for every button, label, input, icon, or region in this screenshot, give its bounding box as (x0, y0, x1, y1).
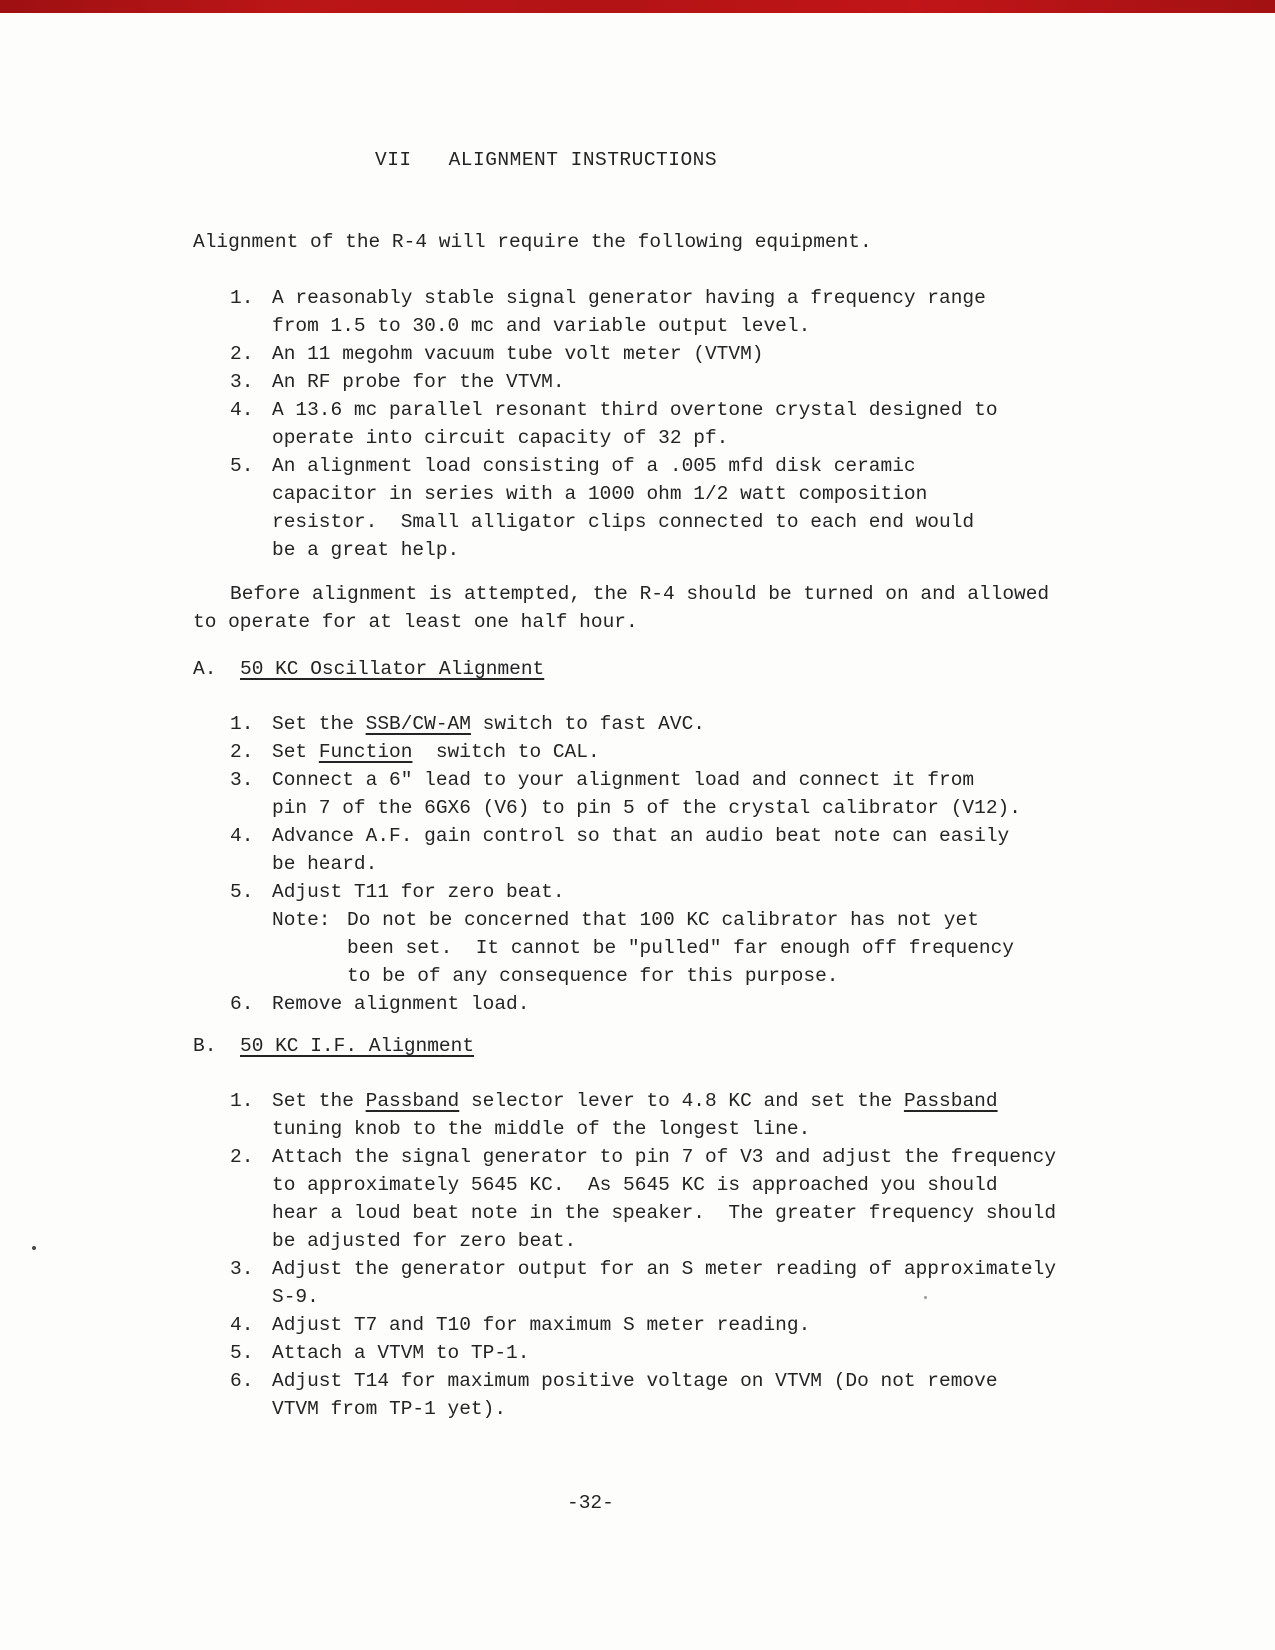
text-line: capacitor in series with a 1000 ohm 1/2 watt composition (272, 483, 928, 505)
item-number: 1. (230, 713, 254, 735)
underlined-text: Function (318, 741, 413, 763)
list-item (230, 340, 1205, 368)
text-line: A reasonably stable signal generator having a frequency range (272, 287, 986, 309)
scan-speck (32, 1246, 36, 1250)
item-text (272, 368, 1205, 396)
text-line: been set. It cannot be "pulled" far enough off frequency (347, 937, 1015, 959)
underlined-text: Passband (365, 1090, 460, 1112)
item-text (272, 822, 1205, 878)
text-line: An alignment load consisting of a .005 mfd disk ceramic (272, 455, 916, 477)
item-text (272, 990, 1205, 1018)
title-text: ALIGNMENT INSTRUCTIONS (448, 149, 718, 171)
item-number: 3. (230, 371, 254, 393)
item-number: 2. (230, 343, 254, 365)
item-number: 4. (230, 399, 254, 421)
section-label: A. (193, 658, 217, 680)
item-number: 5. (230, 881, 254, 903)
text-line: pin 7 of the 6GX6 (V6) to pin 5 of the crystal calibrator (V12). (272, 797, 1021, 819)
text-line: hear a loud beat note in the speaker. The greater frequency should (272, 1202, 1057, 1224)
text-segment: Set (272, 741, 319, 763)
list-item (230, 1143, 1205, 1255)
note-label: Note: (272, 909, 331, 931)
text-line: An RF probe for the VTVM. (272, 371, 565, 393)
text-line: An 11 megohm vacuum tube volt meter (VTVM) (272, 343, 764, 365)
text-line: to operate for at least one half hour. (193, 611, 638, 633)
item-number: 1. (230, 287, 254, 309)
item-number: 2. (230, 1146, 254, 1168)
list-item (230, 766, 1205, 822)
item-text (272, 1367, 1205, 1423)
intro-paragraph: Alignment of the R-4 will require the following equipment. (193, 231, 872, 253)
item-number: 2. (230, 741, 254, 763)
item-number: 1. (230, 1090, 254, 1112)
item-text (272, 396, 1205, 452)
section (193, 655, 1205, 1018)
text-line: to approximately 5645 KC. As 5645 KC is approached you should (272, 1174, 998, 1196)
item-text (272, 710, 1205, 738)
text-segment: Set the (272, 713, 366, 735)
text-line: resistor. Small alligator clips connected to each end would (272, 511, 975, 533)
text-line: to be of any consequence for this purpose. (347, 965, 839, 987)
section-title: 50 KC Oscillator Alignment (240, 658, 545, 680)
item-number: 5. (230, 1342, 254, 1364)
item-number: 3. (230, 769, 254, 791)
text-line: tuning knob to the middle of the longest line. (272, 1118, 811, 1140)
section-heading (193, 655, 1205, 683)
section-title: 50 KC I.F. Alignment (240, 1035, 475, 1057)
text-line: from 1.5 to 30.0 mc and variable output level. (272, 315, 811, 337)
section (193, 1032, 1205, 1423)
list-item (230, 878, 1205, 990)
item-number: 6. (230, 1370, 254, 1392)
list-item (230, 710, 1205, 738)
text-segment: selector lever to 4.8 KC and set the (459, 1090, 904, 1112)
text-segment: switch to CAL. (412, 741, 600, 763)
item-number: 5. (230, 455, 254, 477)
text-line (272, 710, 1205, 738)
text-segment: switch to fast AVC. (470, 713, 705, 735)
item-number: 3. (230, 1258, 254, 1280)
list-item (230, 1367, 1205, 1423)
preparation-paragraph (193, 580, 1205, 636)
list-item (230, 284, 1205, 340)
text-line: Advance A.F. gain control so that an audio beat note can easily (272, 825, 1010, 847)
text-line: Adjust T7 and T10 for maximum S meter reading. (272, 1314, 811, 1336)
item-text (272, 766, 1205, 822)
text-line: Do not be concerned that 100 KC calibrator has not yet (347, 909, 979, 931)
page-number: -32- (567, 1492, 614, 1514)
section-list (230, 1087, 1205, 1423)
item-text (272, 1087, 1205, 1143)
item-text (272, 284, 1205, 340)
list-item (230, 1311, 1205, 1339)
text-line: operate into circuit capacity of 32 pf. (272, 427, 729, 449)
text-line: VTVM from TP-1 yet). (272, 1398, 507, 1420)
list-item (230, 368, 1205, 396)
text-line: Adjust T11 for zero beat. (272, 881, 565, 903)
page-title (375, 146, 1205, 174)
item-text (272, 738, 1205, 766)
list-item (230, 990, 1205, 1018)
list-item (230, 1339, 1205, 1367)
list-item (230, 738, 1205, 766)
page-content (193, 146, 1205, 1423)
list-item (230, 452, 1205, 564)
item-number: 4. (230, 825, 254, 847)
text-line: Before alignment is attempted, the R-4 should be turned on and allowed (230, 583, 1050, 605)
text-line: Remove alignment load. (272, 993, 530, 1015)
list-item (230, 396, 1205, 452)
item-text (272, 340, 1205, 368)
text-line: A 13.6 mc parallel resonant third overtone crystal designed to (272, 399, 998, 421)
text-line: be heard. (272, 853, 378, 875)
item-number: 4. (230, 1314, 254, 1336)
item-text (272, 452, 1205, 564)
item-text (272, 1143, 1205, 1255)
section-heading (193, 1032, 1205, 1060)
section-label: B. (193, 1035, 217, 1057)
text-line: Connect a 6" lead to your alignment load and connect it from (272, 769, 975, 791)
sections-container (193, 655, 1205, 1423)
item-text (272, 1255, 1205, 1311)
item-text (272, 1311, 1205, 1339)
item-text (272, 878, 1205, 990)
note-text (347, 906, 1205, 990)
text-line: Adjust the generator output for an S meter reading of approximately (272, 1258, 1057, 1280)
equipment-list (230, 284, 1205, 564)
text-line: Attach the signal generator to pin 7 of V3 and adjust the frequency (272, 1146, 1057, 1168)
title-number: VII (375, 149, 412, 171)
item-number: 6. (230, 993, 254, 1015)
text-line (272, 738, 1205, 766)
text-line (272, 1087, 1205, 1115)
scan-edge-artifact (0, 0, 1275, 13)
text-line: be a great help. (272, 539, 460, 561)
text-segment: Set the (272, 1090, 366, 1112)
item-text (272, 1339, 1205, 1367)
list-item (230, 1087, 1205, 1143)
note-block (272, 906, 1205, 990)
underlined-text: SSB/CW-AM (365, 713, 471, 735)
underlined-text: Passband (903, 1090, 998, 1112)
text-line: Adjust T14 for maximum positive voltage on VTVM (Do not remove (272, 1370, 998, 1392)
list-item (230, 822, 1205, 878)
list-item (230, 1255, 1205, 1311)
text-line: S-9. (272, 1286, 319, 1308)
text-line: Attach a VTVM to TP-1. (272, 1342, 530, 1364)
section-list (230, 710, 1205, 1018)
text-line: be adjusted for zero beat. (272, 1230, 577, 1252)
